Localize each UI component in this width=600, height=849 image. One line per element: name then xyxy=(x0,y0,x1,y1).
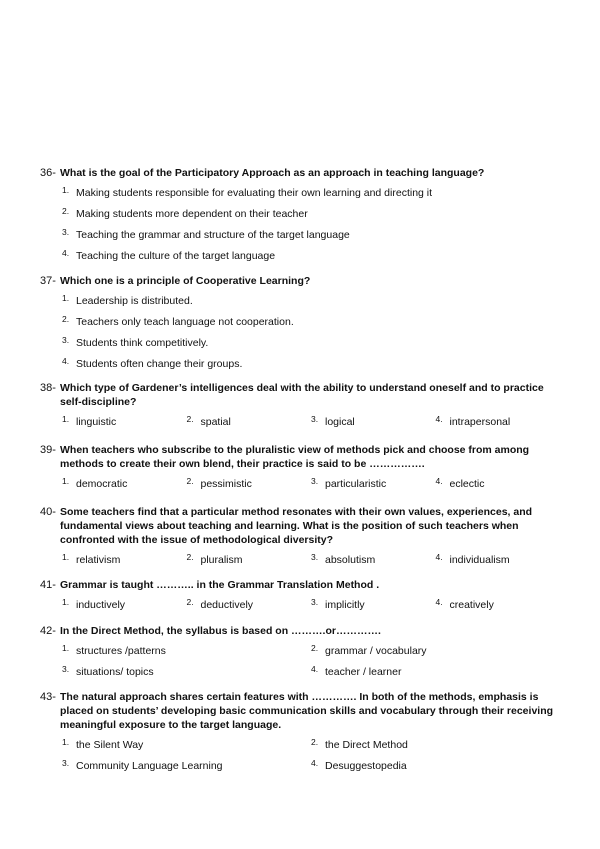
question-number: 42- xyxy=(40,625,56,637)
option-text: democratic xyxy=(76,478,128,490)
option-text: individualism xyxy=(449,554,510,566)
option-text: relativism xyxy=(76,554,121,566)
option-2[interactable] xyxy=(62,315,560,329)
option-2[interactable] xyxy=(311,644,560,658)
option-4[interactable] xyxy=(436,477,561,491)
option-number: 3. xyxy=(311,552,319,562)
option-number: 4. xyxy=(435,414,443,424)
option-number: 2. xyxy=(62,206,70,216)
option-2[interactable] xyxy=(187,415,312,429)
option-number: 4. xyxy=(435,597,443,607)
question-number: 41- xyxy=(40,579,56,591)
option-text: Desuggestopedia xyxy=(325,760,407,772)
option-number: 1. xyxy=(62,597,70,607)
option-3[interactable] xyxy=(311,415,436,429)
option-text: pluralism xyxy=(200,554,243,566)
option-4[interactable] xyxy=(436,553,561,567)
option-text: eclectic xyxy=(449,478,485,490)
option-number: 2. xyxy=(186,597,194,607)
option-3[interactable] xyxy=(311,553,436,567)
option-number: 3. xyxy=(62,664,70,674)
option-text: implicitly xyxy=(325,599,365,611)
option-1[interactable] xyxy=(62,644,311,658)
option-number: 4. xyxy=(311,664,319,674)
option-text: particularistic xyxy=(325,478,387,490)
option-text: deductively xyxy=(200,599,254,611)
option-3[interactable] xyxy=(62,665,311,679)
question-number: 38- xyxy=(40,382,56,394)
option-text: pessimistic xyxy=(200,478,252,490)
question-37 xyxy=(40,274,560,371)
question-42 xyxy=(40,624,560,679)
option-text: Leadership is distributed. xyxy=(76,295,193,307)
option-3[interactable] xyxy=(62,228,560,242)
question-text: When teachers who subscribe to the pluralistic view of methods pick and choose from among methods to create their own blend, their practice is said to be ……………. xyxy=(60,444,530,470)
option-text: Students often change their groups. xyxy=(76,358,243,370)
option-number: 4. xyxy=(435,552,443,562)
option-1[interactable] xyxy=(62,294,560,308)
option-text: absolutism xyxy=(325,554,376,566)
option-2[interactable] xyxy=(187,598,312,612)
question-text: Grammar is taught ……….. in the Grammar Translation Method . xyxy=(60,579,380,591)
option-number: 3. xyxy=(311,414,319,424)
option-4[interactable] xyxy=(436,598,561,612)
option-3[interactable] xyxy=(311,477,436,491)
question-number: 40- xyxy=(40,506,56,518)
option-number: 1. xyxy=(62,643,70,653)
option-text: Teaching the grammar and structure of the target language xyxy=(76,229,350,241)
question-36 xyxy=(40,166,560,263)
question-text: Which type of Gardener’s intelligences deal with the ability to understand oneself and to practice self-discipline? xyxy=(60,382,544,408)
option-number: 2. xyxy=(186,414,194,424)
option-text: structures /patterns xyxy=(76,645,166,657)
option-text: situations/ topics xyxy=(76,666,154,678)
option-number: 3. xyxy=(62,335,70,345)
option-number: 3. xyxy=(62,227,70,237)
option-3[interactable] xyxy=(311,598,436,612)
question-39 xyxy=(40,443,560,491)
option-number: 4. xyxy=(62,248,70,258)
option-number: 3. xyxy=(62,758,70,768)
option-1[interactable] xyxy=(62,477,187,491)
option-4[interactable] xyxy=(311,665,560,679)
option-text: Teachers only teach language not cooperation. xyxy=(76,316,294,328)
question-41 xyxy=(40,578,560,612)
question-text: The natural approach shares certain features with …………. In both of the methods, emphasis is placed on students’ developing basic communication skills and vocabulary through their receiving meaningful exposure to the target language. xyxy=(60,691,554,731)
option-number: 2. xyxy=(186,552,194,562)
question-number: 37- xyxy=(40,275,56,287)
option-number: 2. xyxy=(62,314,70,324)
option-number: 4. xyxy=(311,758,319,768)
option-1[interactable] xyxy=(62,738,311,752)
option-number: 1. xyxy=(62,476,70,486)
option-4[interactable] xyxy=(62,357,560,371)
option-number: 1. xyxy=(62,414,70,424)
option-4[interactable] xyxy=(436,415,561,429)
question-number: 39- xyxy=(40,444,56,456)
option-text: Students think competitively. xyxy=(76,337,209,349)
option-2[interactable] xyxy=(187,553,312,567)
option-1[interactable] xyxy=(62,186,560,200)
option-number: 1. xyxy=(62,552,70,562)
option-2[interactable] xyxy=(62,207,560,221)
question-38 xyxy=(40,381,560,429)
option-number: 4. xyxy=(62,356,70,366)
question-text: In the Direct Method, the syllabus is based on ……….or…………. xyxy=(60,625,381,637)
option-number: 3. xyxy=(311,597,319,607)
option-text: logical xyxy=(325,416,355,428)
question-40 xyxy=(40,505,560,567)
option-3[interactable] xyxy=(62,759,311,773)
option-text: intrapersonal xyxy=(449,416,511,428)
option-number: 2. xyxy=(186,476,194,486)
option-1[interactable] xyxy=(62,598,187,612)
option-text: Making students responsible for evaluating their own learning and directing it xyxy=(76,187,433,199)
option-4[interactable] xyxy=(311,759,560,773)
option-text: teacher / learner xyxy=(325,666,402,678)
option-number: 4. xyxy=(435,476,443,486)
option-number: 1. xyxy=(62,293,70,303)
option-2[interactable] xyxy=(187,477,312,491)
option-2[interactable] xyxy=(311,738,560,752)
option-4[interactable] xyxy=(62,249,560,263)
option-text: inductively xyxy=(76,599,126,611)
option-text: Making students more dependent on their teacher xyxy=(76,208,308,220)
option-number: 1. xyxy=(62,185,70,195)
question-43 xyxy=(40,690,560,773)
option-text: Teaching the culture of the target language xyxy=(76,250,276,262)
option-number: 2. xyxy=(311,643,319,653)
option-number: 3. xyxy=(311,476,319,486)
question-number: 43- xyxy=(40,691,56,703)
question-text: Which one is a principle of Cooperative Learning? xyxy=(60,275,311,287)
option-text: the Direct Method xyxy=(325,739,408,751)
option-1[interactable] xyxy=(62,553,187,567)
option-text: linguistic xyxy=(76,416,117,428)
option-text: creatively xyxy=(449,599,494,611)
question-text: What is the goal of the Participatory Approach as an approach in teaching language? xyxy=(60,167,485,179)
option-number: 1. xyxy=(62,737,70,747)
option-text: the Silent Way xyxy=(76,739,144,751)
option-1[interactable] xyxy=(62,415,187,429)
option-number: 2. xyxy=(311,737,319,747)
option-3[interactable] xyxy=(62,336,560,350)
option-text: spatial xyxy=(200,416,231,428)
question-number: 36- xyxy=(40,167,56,179)
option-text: Community Language Learning xyxy=(76,760,223,772)
option-text: grammar / vocabulary xyxy=(325,645,427,657)
question-text: Some teachers find that a particular method resonates with their own values, experiences, and fundamental views about teaching and learning. What is the position of such teachers when confronted with the issue of methodological diversity? xyxy=(60,506,533,546)
